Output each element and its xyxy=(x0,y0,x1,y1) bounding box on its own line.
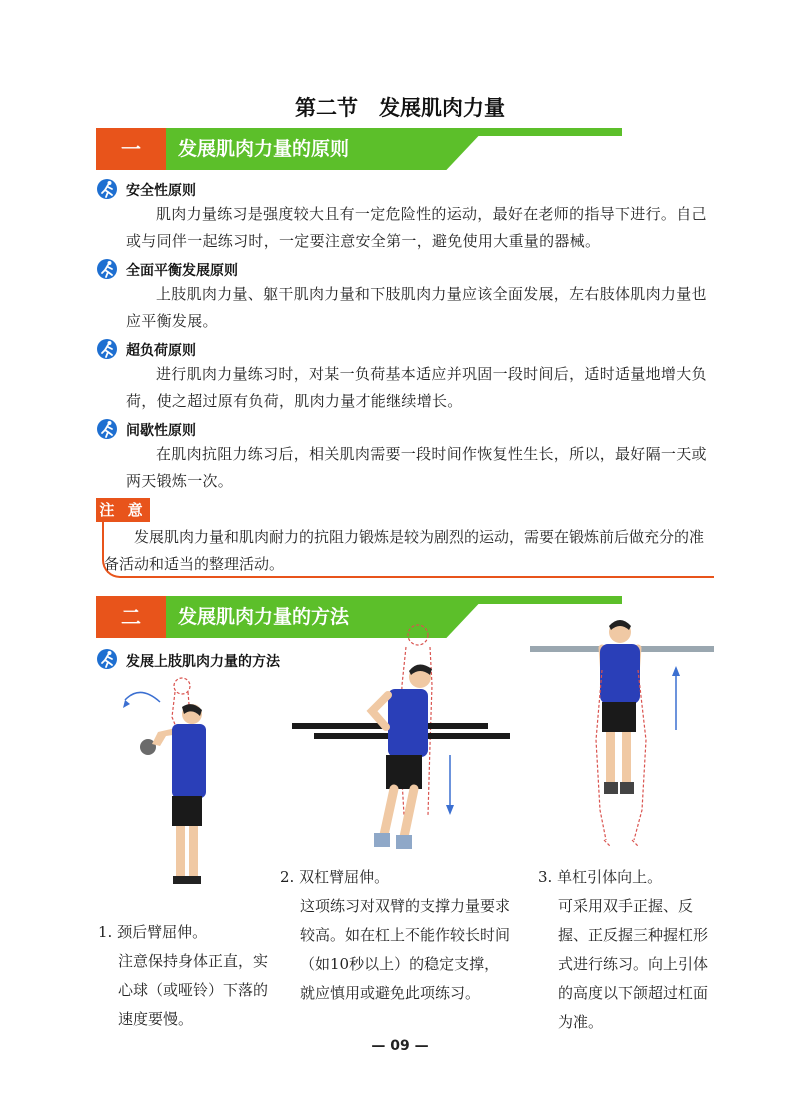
exercise-body: 可采用双手正握、反握、正反握三种握杠形式进行练习。向上引体的高度以下颌超过杠面为准。 xyxy=(558,897,709,1031)
section-number: 二 xyxy=(96,596,166,638)
figure-parallel-bar-dips xyxy=(290,615,500,865)
principle-heading: 超负荷原则 xyxy=(126,343,196,359)
runner-icon xyxy=(96,178,118,200)
runner-icon xyxy=(96,418,118,440)
exercise-caption-2 xyxy=(280,863,512,1008)
exercise-caption-1 xyxy=(98,918,270,1034)
page-title: 第二节 发展肌肉力量 xyxy=(295,96,505,120)
section-title: 发展肌肉力量的方法 xyxy=(178,606,350,628)
exercise-body: 这项练习对双臂的支撑力量要求较高。如在杠上不能作较长时间（如10秒以上）的稳定支撑，就应慎用或避免此项练习。 xyxy=(300,897,511,1002)
page-number: — 09 — xyxy=(371,1038,429,1054)
exercise-title: 3. 单杠引体向上。 xyxy=(538,868,663,886)
runner-icon xyxy=(96,338,118,360)
principle-text: 在肌肉抗阻力练习后，相关肌肉需要一段时间作恢复性生长，所以，最好隔一天或两天锻炼一次。 xyxy=(126,445,707,490)
exercise-title: 1. 颈后臂屈伸。 xyxy=(98,923,208,941)
exercise-caption-3 xyxy=(538,863,720,1037)
exercise-body: 注意保持身体正直，实心球（或哑铃）下落的速度要慢。 xyxy=(118,952,269,1028)
principle-text: 进行肌肉力量练习时，对某一负荷基本适应并巩固一段时间后，适时适量地增大负荷，使之超过原有负荷，肌肉力量才能继续增长。 xyxy=(126,365,707,410)
section-header-1 xyxy=(96,128,626,170)
principle-heading: 安全性原则 xyxy=(126,183,196,199)
note-text: 发展肌肉力量和肌肉耐力的抗阻力锻炼是较为剧烈的运动，需要在锻炼前后做充分的准备活动和适当的整理活动。 xyxy=(104,528,705,573)
exercise-title: 2. 双杠臂屈伸。 xyxy=(280,868,390,886)
figure-pull-up xyxy=(530,610,720,855)
note-label: 注 意 xyxy=(96,498,150,522)
section-number: 一 xyxy=(96,128,166,170)
runner-icon xyxy=(96,648,118,670)
principle-heading: 全面平衡发展原则 xyxy=(126,263,238,279)
principle-text: 肌肉力量练习是强度较大且有一定危险性的运动，最好在老师的指导下进行。自己或与同伴一起练习时，一定要注意安全第一，避免使用大重量的器械。 xyxy=(126,205,707,250)
principle-heading: 间歇性原则 xyxy=(126,423,196,439)
note-box xyxy=(96,498,726,588)
method-subheading: 发展上肢肌肉力量的方法 xyxy=(126,654,280,670)
principle-text: 上肢肌肉力量、躯干肌肉力量和下肢肌肉力量应该全面发展，左右肢体肌肉力量也应平衡发展。 xyxy=(126,285,707,330)
runner-icon xyxy=(96,258,118,280)
figure-overhead-extension xyxy=(120,672,230,892)
section-title: 发展肌肉力量的原则 xyxy=(178,138,350,160)
